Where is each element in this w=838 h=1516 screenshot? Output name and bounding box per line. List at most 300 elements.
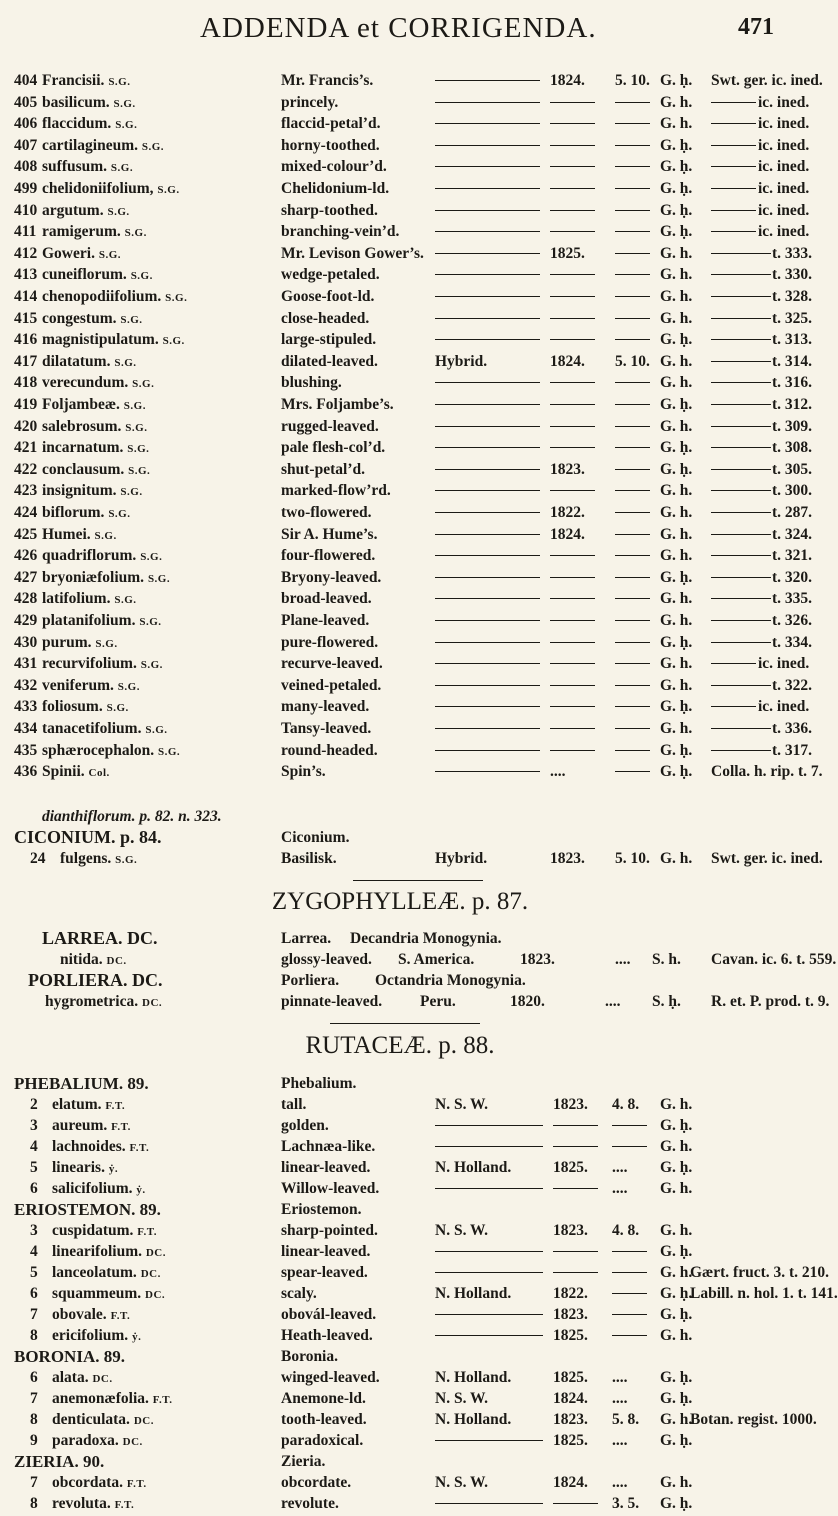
entry-row bbox=[0, 502, 813, 523]
ditto-dash bbox=[553, 1503, 598, 1504]
ditto-dash bbox=[615, 382, 650, 383]
entry-english: obcordate. bbox=[281, 1474, 352, 1491]
entry-habitat: G. ḥ. bbox=[660, 460, 693, 478]
entry-number: 3 bbox=[30, 1222, 38, 1239]
entry-months: .... bbox=[605, 993, 621, 1010]
ditto-dash bbox=[550, 685, 595, 686]
ditto-dash bbox=[711, 296, 771, 297]
entry-year: 1825. bbox=[553, 1369, 588, 1386]
ditto-dash bbox=[711, 728, 771, 729]
entry-row bbox=[0, 1094, 800, 1115]
entry-number: 8 bbox=[30, 1327, 38, 1344]
entry-name: congestum. S.G. bbox=[42, 309, 143, 327]
entry-name: platanifolium. S.G. bbox=[42, 612, 162, 629]
entry-name: denticulata. DC. bbox=[52, 1411, 154, 1428]
ditto-dash bbox=[553, 1146, 598, 1147]
genus-english: Phebalium. bbox=[281, 1075, 357, 1092]
entry-number: 407 bbox=[14, 136, 38, 154]
entry-habitat: G. ḥ. bbox=[660, 1432, 693, 1449]
entry-name: cuspidatum. F.T. bbox=[52, 1222, 158, 1239]
zygophylleae-heading: ZYGOPHYLLEÆ. p. 87. bbox=[271, 888, 529, 915]
entry-habitat: G. ḥ. bbox=[660, 1243, 693, 1260]
entry-country: N. S. W. bbox=[435, 1390, 488, 1407]
running-head bbox=[0, 12, 800, 52]
ditto-dash bbox=[615, 274, 650, 275]
ditto-dash bbox=[435, 231, 540, 232]
entry-english: rugged-leaved. bbox=[281, 417, 379, 435]
entry-english: revolute. bbox=[281, 1495, 339, 1512]
entry-row bbox=[0, 1430, 800, 1451]
entry-english: large-stipuled. bbox=[281, 331, 377, 349]
ditto-dash bbox=[435, 1251, 543, 1252]
ditto-dash bbox=[615, 253, 650, 254]
entry-year: 1824. bbox=[550, 72, 585, 89]
entry-row bbox=[0, 416, 813, 437]
ditto-dash bbox=[435, 663, 540, 664]
entry-reference: t. 321. bbox=[772, 547, 813, 565]
ditto-dash bbox=[711, 361, 771, 362]
entry-row bbox=[0, 394, 813, 415]
entry-country: Hybrid. bbox=[435, 352, 488, 370]
entry-habitat: G. h. bbox=[660, 1327, 693, 1344]
entry-number: 6 bbox=[30, 1369, 38, 1386]
entry-name: Spinii. Col. bbox=[42, 763, 110, 781]
ditto-dash bbox=[550, 123, 595, 124]
entry-habitat: G. h. bbox=[660, 1222, 693, 1239]
entry-number: 5 bbox=[30, 1159, 38, 1176]
ditto-dash bbox=[711, 231, 756, 232]
entry-number: 8 bbox=[30, 1411, 38, 1428]
ditto-dash bbox=[612, 1251, 647, 1252]
larrea-class: Decandria Monogynia. bbox=[350, 930, 502, 947]
ditto-dash bbox=[435, 1125, 543, 1126]
entry-number: 416 bbox=[14, 331, 38, 349]
entry-habitat: G. ḥ. bbox=[660, 136, 693, 154]
entry-name: lachnoides. F.T. bbox=[52, 1138, 150, 1155]
entry-months: 4. 8. bbox=[612, 1222, 640, 1239]
entry-number: 405 bbox=[14, 93, 38, 111]
entry-habitat: G. h. bbox=[660, 612, 693, 629]
entry-row bbox=[0, 1304, 800, 1325]
entry-reference: ic. ined. bbox=[758, 115, 810, 133]
entry-name: basilicum. S.G. bbox=[42, 93, 136, 111]
entry-row bbox=[0, 1367, 800, 1388]
entry-habitat: G. h. bbox=[660, 1411, 693, 1428]
entry-name: paradoxa. DC. bbox=[52, 1432, 143, 1449]
genus-row bbox=[0, 1199, 800, 1220]
entry-name: hygrometrica. DC. bbox=[45, 993, 163, 1010]
ditto-dash bbox=[435, 1272, 543, 1273]
entry-row bbox=[0, 459, 813, 480]
entry-habitat: G. h. bbox=[660, 266, 693, 284]
entry-name: ericifolium. ẏ. bbox=[52, 1327, 142, 1344]
entry-english: linear-leaved. bbox=[281, 1243, 371, 1260]
ditto-dash bbox=[550, 296, 595, 297]
entry-number: 418 bbox=[14, 374, 38, 392]
ditto-dash bbox=[612, 1146, 647, 1147]
ditto-dash bbox=[550, 490, 595, 491]
entry-name: quadriflorum. S.G. bbox=[42, 547, 163, 565]
entry-row bbox=[0, 1493, 800, 1514]
entry-habitat: G. ḥ. bbox=[660, 1159, 693, 1176]
entry-habitat: G. ḥ. bbox=[660, 72, 693, 89]
ditto-dash bbox=[435, 685, 540, 686]
entry-habitat: G. h. bbox=[660, 352, 693, 370]
entry-year: 1825. bbox=[553, 1432, 588, 1449]
entry-row bbox=[0, 1262, 830, 1283]
entry-number: 426 bbox=[14, 547, 38, 565]
entry-number: 429 bbox=[14, 612, 38, 629]
entry-name: nitida. DC. bbox=[60, 951, 127, 968]
entry-english: winged-leaved. bbox=[281, 1369, 380, 1386]
ditto-dash bbox=[615, 750, 650, 751]
entry-habitat: G. ḥ. bbox=[660, 568, 693, 586]
entry-reference: t. 322. bbox=[772, 676, 813, 694]
ditto-dash bbox=[550, 339, 595, 340]
entry-row bbox=[0, 675, 813, 696]
entry-number: 7 bbox=[30, 1390, 38, 1407]
entry-reference: t. 314. bbox=[772, 352, 813, 370]
ditto-dash bbox=[711, 426, 771, 427]
entry-english: obovál-leaved. bbox=[281, 1306, 377, 1323]
ditto-dash bbox=[711, 318, 771, 319]
entry-name: magnistipulatum. S.G. bbox=[42, 331, 185, 349]
ditto-dash bbox=[550, 447, 595, 448]
entry-english: Tansy-leaved. bbox=[281, 720, 372, 737]
ditto-dash bbox=[435, 534, 540, 535]
ditto-dash bbox=[435, 382, 540, 383]
ditto-dash bbox=[550, 555, 595, 556]
entry-name: anemonæfolia. F.T. bbox=[52, 1390, 173, 1407]
ditto-dash bbox=[711, 274, 771, 275]
entry-row bbox=[0, 567, 813, 588]
ditto-dash bbox=[435, 1314, 543, 1315]
entry-habitat: G. ḥ. bbox=[660, 1369, 693, 1386]
entry-number: 406 bbox=[14, 115, 38, 133]
entry-row bbox=[0, 761, 823, 782]
entry-number: 431 bbox=[14, 655, 38, 673]
entry-reference: t. 320. bbox=[772, 568, 813, 586]
ditto-dash bbox=[550, 750, 595, 751]
entry-country: N. Holland. bbox=[435, 1159, 512, 1176]
ditto-dash bbox=[615, 123, 650, 124]
entry-name: chelidoniifolium, S.G. bbox=[42, 180, 180, 197]
entry-year: 1822. bbox=[550, 504, 585, 521]
entry-name: elatum. F.T. bbox=[52, 1096, 126, 1113]
ditto-dash bbox=[615, 728, 650, 729]
ditto-dash bbox=[550, 598, 595, 599]
entry-name: aureum. F.T. bbox=[52, 1117, 131, 1134]
dianthiflorum-note: dianthiflorum. p. 82. n. 323. bbox=[42, 808, 222, 825]
entry-number: 4 bbox=[30, 1243, 38, 1260]
entry-number: 424 bbox=[14, 504, 38, 521]
entry-name: biflorum. S.G. bbox=[42, 504, 131, 521]
entry-reference: Botan. regist. 1000. bbox=[690, 1411, 817, 1428]
larrea-genus-row bbox=[0, 928, 800, 949]
entry-number: 499 bbox=[14, 180, 38, 197]
entry-english: two-flowered. bbox=[281, 504, 372, 521]
entry-name: Francisii. S.G. bbox=[42, 72, 131, 89]
entry-reference: t. 330. bbox=[772, 266, 813, 284]
entry-number: 9 bbox=[30, 1432, 38, 1449]
entry-english: shut-petal’d. bbox=[281, 460, 365, 478]
entry-name: linearis. ẏ. bbox=[52, 1159, 119, 1176]
porliera-entry-row bbox=[0, 991, 830, 1012]
entry-habitat: G. ḥ. bbox=[660, 158, 693, 176]
entry-country: S. America. bbox=[398, 951, 475, 968]
ditto-dash bbox=[615, 555, 650, 556]
ditto-dash bbox=[711, 750, 771, 751]
entry-name: incarnatum. S.G. bbox=[42, 439, 150, 457]
entry-number: 404 bbox=[14, 72, 38, 89]
ditto-dash bbox=[435, 598, 540, 599]
entry-english: tooth-leaved. bbox=[281, 1411, 367, 1428]
porliera-genus: PORLIERA. DC. bbox=[28, 970, 163, 990]
entry-reference: ic. ined. bbox=[758, 136, 810, 154]
entry-habitat: G. h. bbox=[660, 1138, 693, 1155]
entry-english: mixed-colour’d. bbox=[281, 158, 387, 176]
larrea-genus: LARREA. DC. bbox=[42, 928, 158, 948]
ditto-dash bbox=[711, 555, 771, 556]
entry-row bbox=[0, 740, 813, 761]
genus-row bbox=[0, 1451, 800, 1472]
entry-habitat: G. h. bbox=[660, 504, 693, 521]
entry-reference: ic. ined. bbox=[758, 158, 810, 176]
ditto-dash bbox=[615, 296, 650, 297]
ditto-dash bbox=[435, 1503, 543, 1504]
entry-habitat: G. h. bbox=[660, 547, 693, 565]
ditto-dash bbox=[711, 663, 756, 664]
entry-row bbox=[0, 1283, 838, 1304]
ditto-dash bbox=[711, 490, 771, 491]
entry-reference: Gært. fruct. 3. t. 210. bbox=[690, 1264, 830, 1281]
entry-row bbox=[0, 1157, 800, 1178]
entry-english: branching-vein’d. bbox=[281, 223, 400, 241]
entry-reference: t. 287. bbox=[772, 504, 813, 521]
ditto-dash bbox=[615, 166, 650, 167]
ditto-dash bbox=[435, 404, 540, 405]
entry-english: recurve-leaved. bbox=[281, 655, 383, 673]
entry-english: tall. bbox=[281, 1096, 307, 1113]
entry-habitat: G. h. bbox=[660, 590, 693, 608]
entry-year: 1823. bbox=[553, 1222, 588, 1239]
ditto-dash bbox=[711, 382, 771, 383]
porliera-genus-row bbox=[0, 970, 800, 991]
entry-months: .... bbox=[612, 1159, 628, 1176]
entry-reference: t. 313. bbox=[772, 331, 813, 349]
entry-reference: t. 309. bbox=[772, 417, 813, 435]
entry-english: linear-leaved. bbox=[281, 1159, 371, 1176]
ditto-dash bbox=[612, 1335, 647, 1336]
entry-english: scaly. bbox=[281, 1285, 317, 1302]
entry-habitat: G. h. bbox=[660, 309, 693, 327]
entry-months: 5. 10. bbox=[615, 72, 650, 89]
entry-row bbox=[0, 264, 813, 285]
ditto-dash bbox=[435, 339, 540, 340]
ditto-dash bbox=[435, 253, 540, 254]
entry-reference: t. 317. bbox=[772, 741, 813, 759]
entry-english: Sir A. Hume’s. bbox=[281, 525, 378, 543]
ditto-dash bbox=[615, 404, 650, 405]
entry-habitat: G. h. bbox=[660, 374, 693, 392]
ditto-dash bbox=[435, 426, 540, 427]
entry-months: .... bbox=[612, 1369, 628, 1386]
entry-name: Goweri. S.G. bbox=[42, 244, 122, 262]
entry-habitat: G. h. bbox=[660, 417, 693, 435]
entry-habitat: G. ḥ. bbox=[660, 1495, 693, 1512]
ciconium-genus-eng: Ciconium. bbox=[281, 829, 350, 846]
entry-row bbox=[0, 545, 813, 566]
entry-country: Peru. bbox=[420, 993, 456, 1010]
ditto-dash bbox=[711, 469, 771, 470]
entry-number: 415 bbox=[14, 309, 38, 327]
entry-row bbox=[0, 1220, 800, 1241]
ditto-dash bbox=[435, 490, 540, 491]
entry-reference: t. 316. bbox=[772, 374, 813, 392]
entry-habitat: G. h. bbox=[660, 676, 693, 694]
ditto-dash bbox=[615, 469, 650, 470]
entry-reference: t. 308. bbox=[772, 439, 813, 457]
entry-english: Heath-leaved. bbox=[281, 1327, 373, 1344]
ditto-dash bbox=[550, 382, 595, 383]
entry-habitat: G. ḥ. bbox=[660, 396, 693, 413]
ditto-dash bbox=[435, 750, 540, 751]
ditto-dash bbox=[615, 447, 650, 448]
entry-name: tanacetifolium. S.G. bbox=[42, 720, 168, 737]
entry-number: 7 bbox=[30, 1306, 38, 1323]
entry-row bbox=[0, 70, 823, 91]
entry-habitat: G. ḥ. bbox=[660, 180, 693, 197]
ditto-dash bbox=[550, 706, 595, 707]
entry-reference: ic. ined. bbox=[758, 201, 810, 219]
entry-months: .... bbox=[612, 1432, 628, 1449]
ditto-dash bbox=[711, 339, 771, 340]
entry-name: obovale. F.T. bbox=[52, 1306, 131, 1323]
entry-english: glossy-leaved. bbox=[281, 951, 372, 968]
page-number: 471 bbox=[738, 14, 774, 40]
entry-habitat: S. h. bbox=[652, 951, 681, 968]
entry-row bbox=[0, 653, 810, 674]
entry-row bbox=[0, 308, 813, 329]
ditto-dash bbox=[550, 274, 595, 275]
ditto-dash bbox=[615, 318, 650, 319]
entry-english: wedge-petaled. bbox=[281, 266, 380, 284]
entry-months: .... bbox=[612, 1180, 628, 1197]
entry-months: 5. 10. bbox=[615, 352, 650, 370]
ditto-dash bbox=[612, 1125, 647, 1126]
ditto-dash bbox=[553, 1251, 598, 1252]
entry-country: N. Holland. bbox=[435, 1369, 512, 1386]
entry-number: 421 bbox=[14, 439, 38, 457]
entry-reference: ic. ined. bbox=[758, 93, 810, 111]
ditto-dash bbox=[435, 555, 540, 556]
ditto-dash bbox=[435, 447, 540, 448]
entry-name: alata. DC. bbox=[52, 1369, 113, 1386]
entry-habitat: G. h. bbox=[660, 720, 693, 737]
entry-number: 430 bbox=[14, 633, 38, 651]
entry-number: 2 bbox=[30, 1096, 38, 1113]
entry-row bbox=[0, 696, 810, 717]
ditto-dash bbox=[435, 188, 540, 189]
ditto-dash bbox=[553, 1272, 598, 1273]
entry-number: 436 bbox=[14, 763, 38, 781]
entry-english: sharp-toothed. bbox=[281, 201, 378, 219]
entry-row bbox=[0, 480, 813, 501]
entry-number: 410 bbox=[14, 201, 38, 219]
ditto-dash bbox=[711, 620, 771, 621]
entry-name: revoluta. F.T. bbox=[52, 1495, 135, 1512]
entry-reference: Labill. n. hol. 1. t. 141. bbox=[690, 1285, 838, 1302]
entry-habitat: G. h. bbox=[660, 93, 693, 111]
entry-name: squammeum. DC. bbox=[52, 1285, 166, 1302]
entry-reference: R. et. P. prod. t. 9. bbox=[711, 993, 830, 1010]
ditto-dash bbox=[711, 642, 771, 643]
entry-row bbox=[0, 1409, 817, 1430]
entry-english: spear-leaved. bbox=[281, 1264, 368, 1281]
ditto-dash bbox=[435, 80, 540, 81]
entry-habitat: G. ḥ. bbox=[660, 201, 693, 219]
entry-year: 1823. bbox=[550, 850, 585, 867]
ditto-dash bbox=[615, 706, 650, 707]
ditto-dash bbox=[615, 490, 650, 491]
genus-name: BORONIA. 89. bbox=[14, 1347, 125, 1366]
ditto-dash bbox=[435, 512, 540, 513]
ditto-dash bbox=[711, 512, 771, 513]
entry-year: 1823. bbox=[550, 460, 585, 478]
entry-name: argutum. S.G. bbox=[42, 201, 130, 219]
entry-country: N. Holland. bbox=[435, 1285, 512, 1302]
entry-reference: ic. ined. bbox=[758, 223, 810, 241]
entry-name: cuneiflorum. S.G. bbox=[42, 266, 153, 284]
ditto-dash bbox=[615, 210, 650, 211]
entry-reference: Swt. ger. ic. ined. bbox=[711, 850, 823, 867]
entry-english: Bryony-leaved. bbox=[281, 568, 382, 586]
ditto-dash bbox=[550, 728, 595, 729]
entry-english: Goose-foot-ld. bbox=[281, 288, 375, 305]
entry-english: blushing. bbox=[281, 374, 342, 392]
entry-row bbox=[0, 1178, 800, 1199]
entry-row bbox=[0, 156, 810, 177]
entry-habitat: G. h. bbox=[660, 244, 693, 262]
entry-reference: t. 336. bbox=[772, 720, 813, 737]
genus-name: ZIERIA. 90. bbox=[14, 1452, 105, 1471]
entry-reference: t. 325. bbox=[772, 309, 813, 327]
entry-english: Anemone-ld. bbox=[281, 1390, 366, 1407]
entry-number: 414 bbox=[14, 288, 38, 305]
ditto-dash bbox=[711, 253, 771, 254]
entry-year: 1823. bbox=[553, 1411, 588, 1428]
ditto-dash bbox=[435, 577, 540, 578]
entry-year: 1822. bbox=[553, 1285, 588, 1302]
ditto-dash bbox=[615, 339, 650, 340]
ditto-dash bbox=[435, 210, 540, 211]
entry-english: marked-flow’rd. bbox=[281, 482, 391, 500]
ditto-dash bbox=[612, 1293, 647, 1294]
ditto-dash bbox=[435, 296, 540, 297]
entry-row bbox=[0, 92, 810, 113]
ditto-dash bbox=[612, 1314, 647, 1315]
ditto-dash bbox=[435, 771, 540, 772]
entry-reference: ic. ined. bbox=[758, 698, 810, 716]
entry-reference: t. 324. bbox=[772, 525, 813, 543]
entry-habitat: G. h. bbox=[660, 525, 693, 543]
entry-english: broad-leaved. bbox=[281, 590, 372, 608]
entry-row bbox=[0, 221, 810, 242]
entry-english: pure-flowered. bbox=[281, 633, 379, 651]
entry-year: 1823. bbox=[553, 1096, 588, 1113]
entry-english: Willow-leaved. bbox=[281, 1180, 380, 1197]
ditto-dash bbox=[711, 102, 756, 103]
